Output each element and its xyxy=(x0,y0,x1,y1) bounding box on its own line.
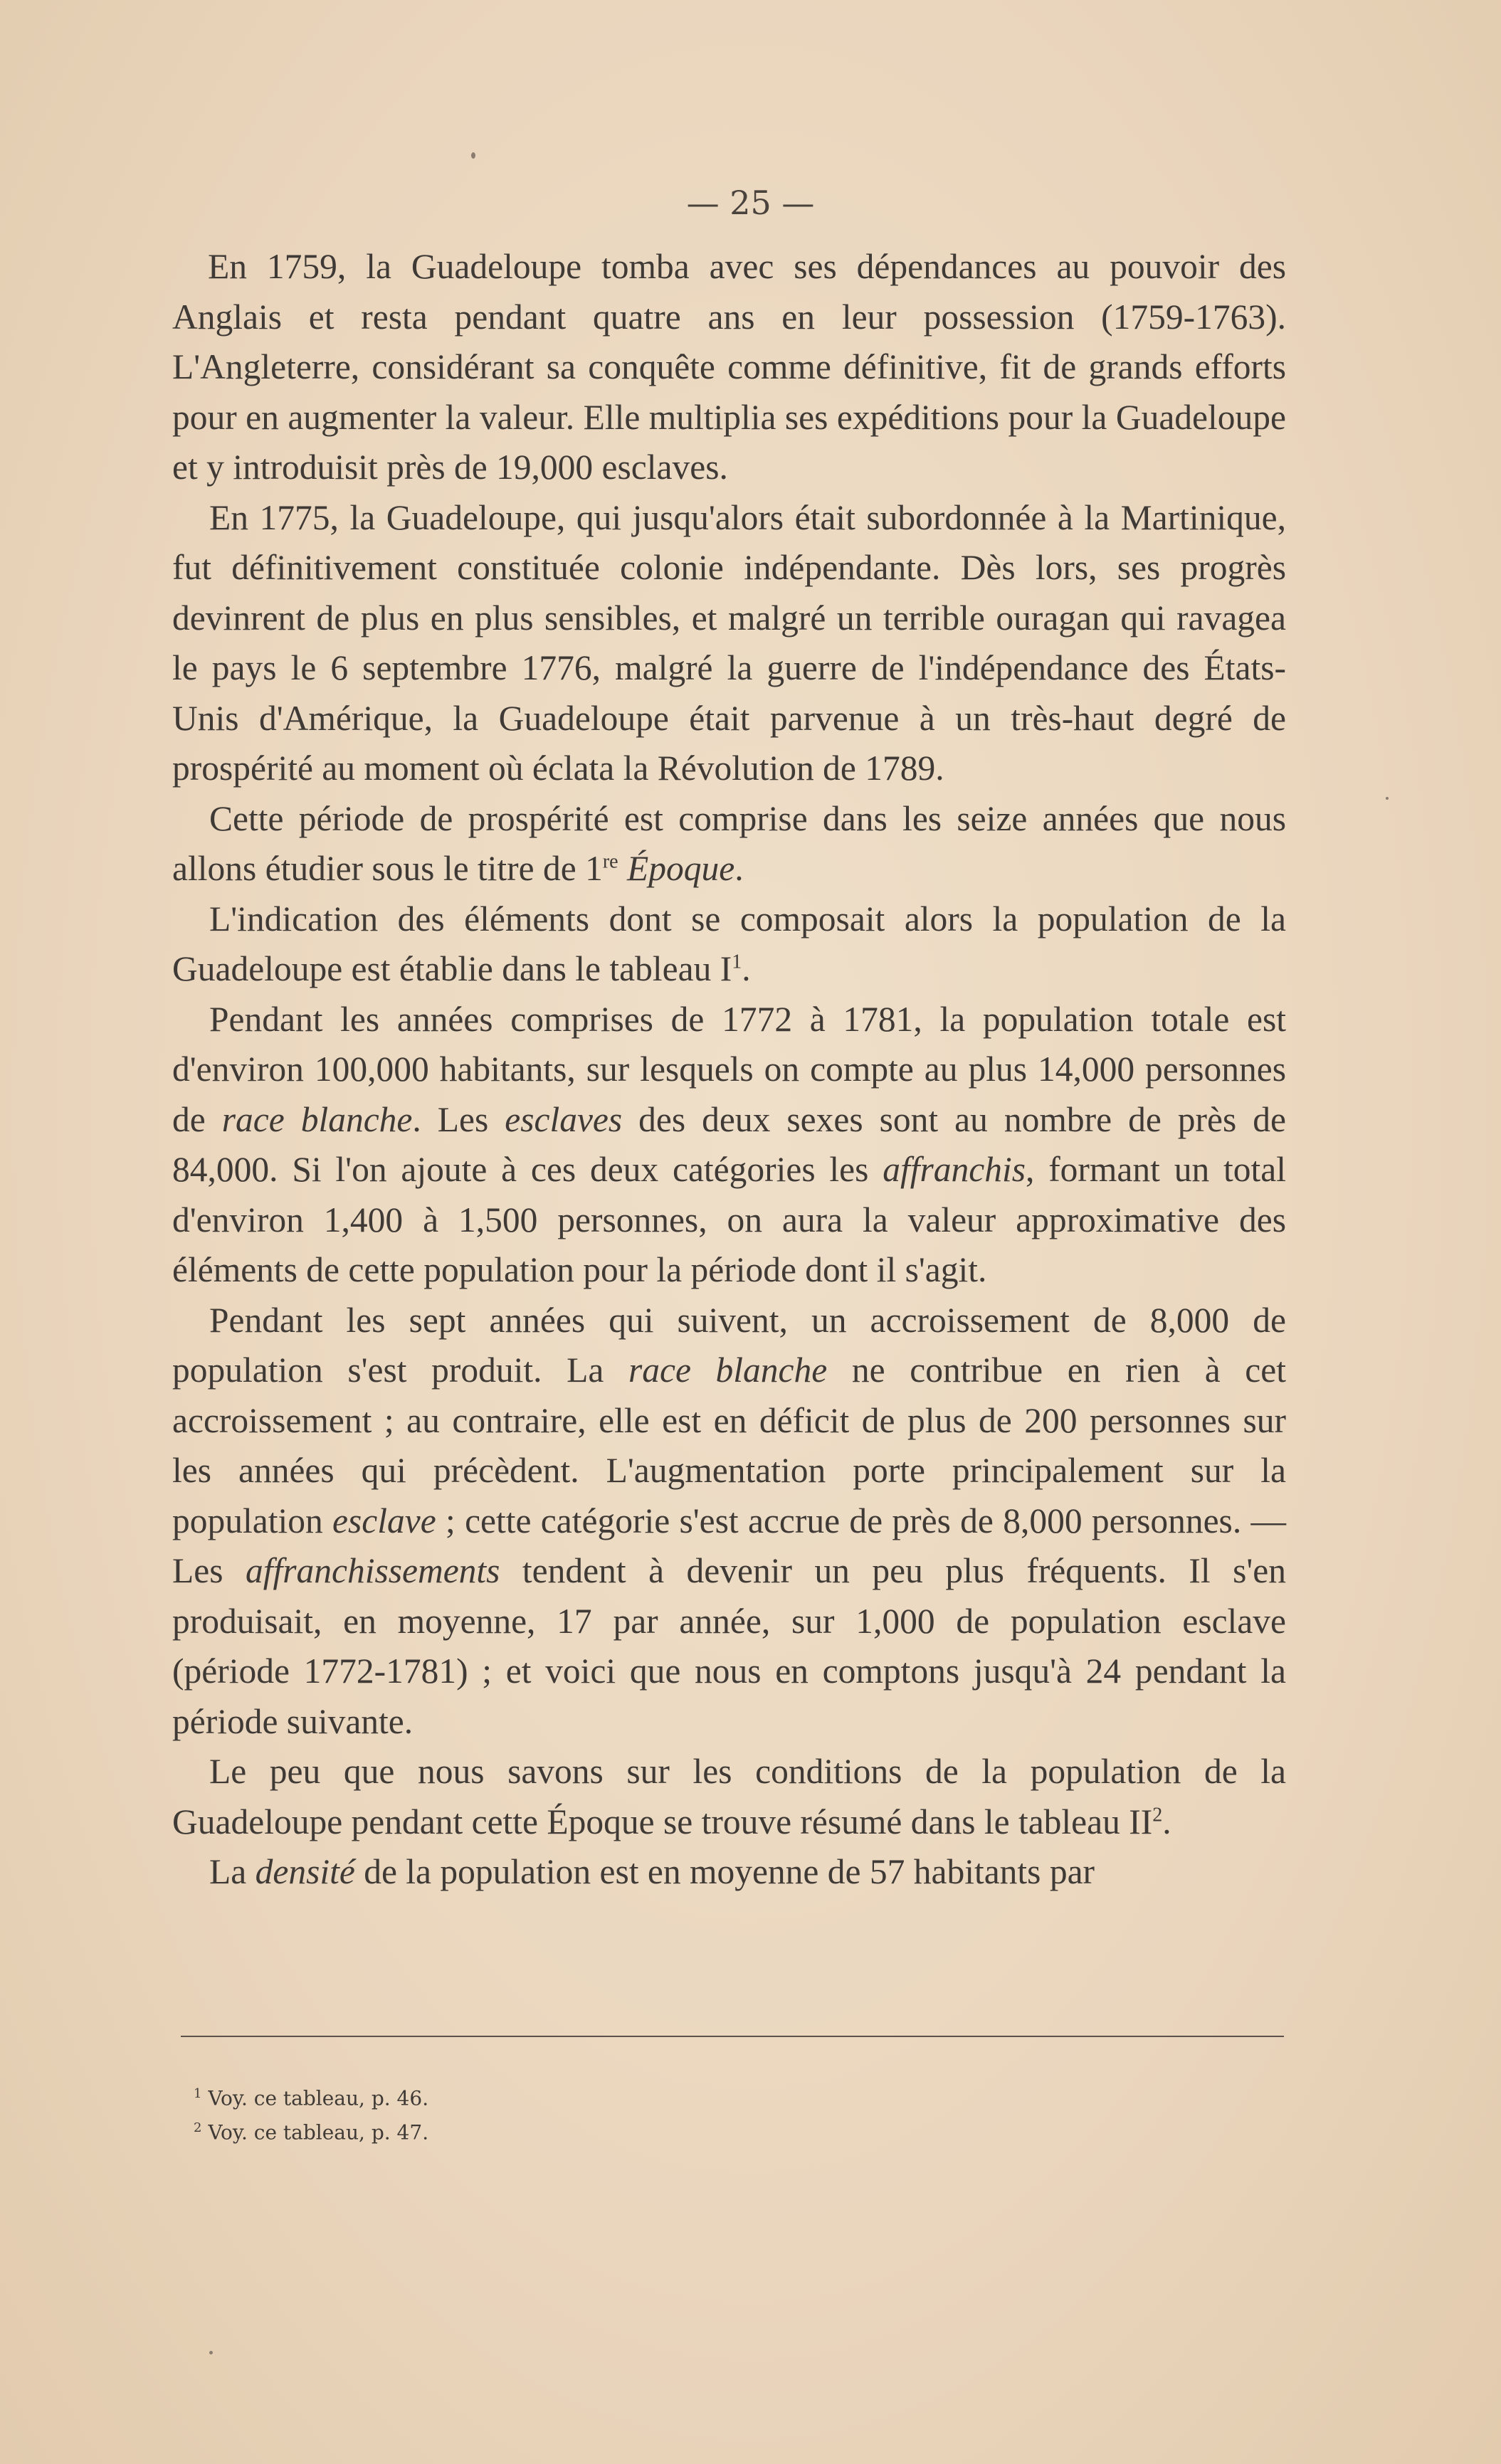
footnote-ref-1[interactable]: 1 xyxy=(732,951,742,973)
paragraph-5-text-2: . Les xyxy=(412,1099,505,1139)
paragraph-8-text-1: La xyxy=(209,1852,256,1891)
footnote-2 xyxy=(194,2113,905,2147)
paragraph-5 xyxy=(172,995,1286,1296)
italic-race-blanche-2: race blanche xyxy=(628,1350,828,1390)
paragraph-6-text-2: ne contribue en rien à cet accroissement ; au contraire, elle est en déficit de plus de 200 personnes sur les années qui précèdent. L'augmentation porte principalement sur la population xyxy=(172,1350,1286,1540)
paper-speck xyxy=(471,152,475,159)
italic-esclave: esclave xyxy=(332,1501,436,1540)
footnote-ref-2[interactable]: 2 xyxy=(1152,1804,1163,1826)
paragraph-2 xyxy=(172,493,1286,794)
italic-esclaves: esclaves xyxy=(505,1099,623,1139)
paragraph-6 xyxy=(172,1296,1286,1747)
paper-speck xyxy=(1386,797,1389,800)
paragraph-1 xyxy=(172,242,1286,493)
footnote-1-mark: 1 xyxy=(194,2086,202,2101)
paragraph-3-text: Cette période de prospérité est comprise dans les seize années que nous allons étudier sous le titre de 1 xyxy=(172,798,1286,888)
paragraph-5-text-1: Pendant les années comprises de 1772 à 1781, la population totale est d'environ 100,000 habitants, sur lesquels on compte au plus 14,000 personnes de xyxy=(172,999,1286,1139)
paragraph-3 xyxy=(172,794,1286,894)
paper-speck xyxy=(209,2351,213,2354)
paragraph-5-text-4: , formant un total d'environ 1,400 à 1,500 personnes, on aura la valeur approximative des éléments de cette population pour la période dont il s'agit. xyxy=(172,1150,1286,1289)
italic-affranchissements: affranchissements xyxy=(245,1551,500,1590)
footnote-divider xyxy=(181,2036,1284,2037)
paragraph-6-text-3: ; cette catégorie s'est accrue de près de 8,000 personnes. — Les xyxy=(172,1501,1287,1590)
paragraph-7-end: . xyxy=(1162,1802,1171,1841)
paragraph-5-text-3: des deux sexes sont au nombre de près de 84,000. Si l'on ajoute à ces deux catégories les xyxy=(172,1099,1286,1189)
italic-densite: densité xyxy=(255,1852,355,1891)
paragraph-7-text: Le peu que nous savons sur les conditions de la population de la Guadeloupe pendant cette Époque se trouve résumé dans le tableau II xyxy=(172,1752,1286,1841)
paragraph-1-text: En 1759, la Guadeloupe tomba avec ses dépendances au pouvoir des Anglais et resta pendant quatre ans en leur possession (1759-1763). L'Angleterre, considérant sa conquête comme définitive, fit de grands efforts pour en augmenter la valeur. Elle multiplia ses expéditions pour la Guadeloupe et y introduisit près de 19,000 esclaves. xyxy=(172,247,1286,487)
footnote-2-text: Voy. ce tableau, p. 47. xyxy=(201,2120,429,2145)
footnote-1-text: Voy. ce tableau, p. 46. xyxy=(201,2086,429,2110)
italic-race-blanche: race blanche xyxy=(221,1099,413,1139)
paragraph-6-text-4: tendent à devenir un peu plus fréquents. Il s'en produisait, en moyenne, 17 par année, sur 1,000 de population esclave (période 1772-1781) ; et voici que nous en comptons jusqu'à 24 pendant la période suivante. xyxy=(172,1551,1286,1741)
paragraph-6-text-1: Pendant les sept années qui suivent, un accroissement de 8,000 de population s'est produit. La xyxy=(172,1300,1286,1390)
italic-epoque: Époque xyxy=(627,849,735,888)
paragraph-4-text: L'indication des éléments dont se composait alors la population de la Guadeloupe est établie dans le tableau I xyxy=(172,899,1286,988)
paragraph-8 xyxy=(172,1847,1286,1898)
footnote-1 xyxy=(194,2079,905,2113)
page-number: — 25 — xyxy=(686,184,815,222)
paragraph-3-end: . xyxy=(734,849,744,888)
paragraph-8-text-2: de la population est en moyenne de 57 habitants par xyxy=(354,1852,1095,1891)
paragraph-2-text: En 1775, la Guadeloupe, qui jusqu'alors était subordonnée à la Martinique, fut définitivement constituée colonie indépendante. Dès lors, ses progrès devinrent de plus en plus sensibles, et malgré un terrible ouragan qui ravagea le pays le 6 septembre 1776, malgré la guerre de l'indépendance des États-Unis d'Amérique, la Guadeloupe était parvenue à un très-haut degré de prospérité au moment où éclata la Révolution de 1789. xyxy=(172,497,1286,788)
paragraph-4-end: . xyxy=(742,949,751,988)
body-text xyxy=(172,242,1286,1898)
paragraph-7 xyxy=(172,1747,1286,1847)
paragraph-4 xyxy=(172,894,1286,995)
footnotes xyxy=(194,2079,905,2148)
ordinal-superscript: re xyxy=(602,850,618,873)
italic-affranchis: affranchis xyxy=(883,1150,1026,1189)
footnote-2-mark: 2 xyxy=(194,2120,202,2136)
